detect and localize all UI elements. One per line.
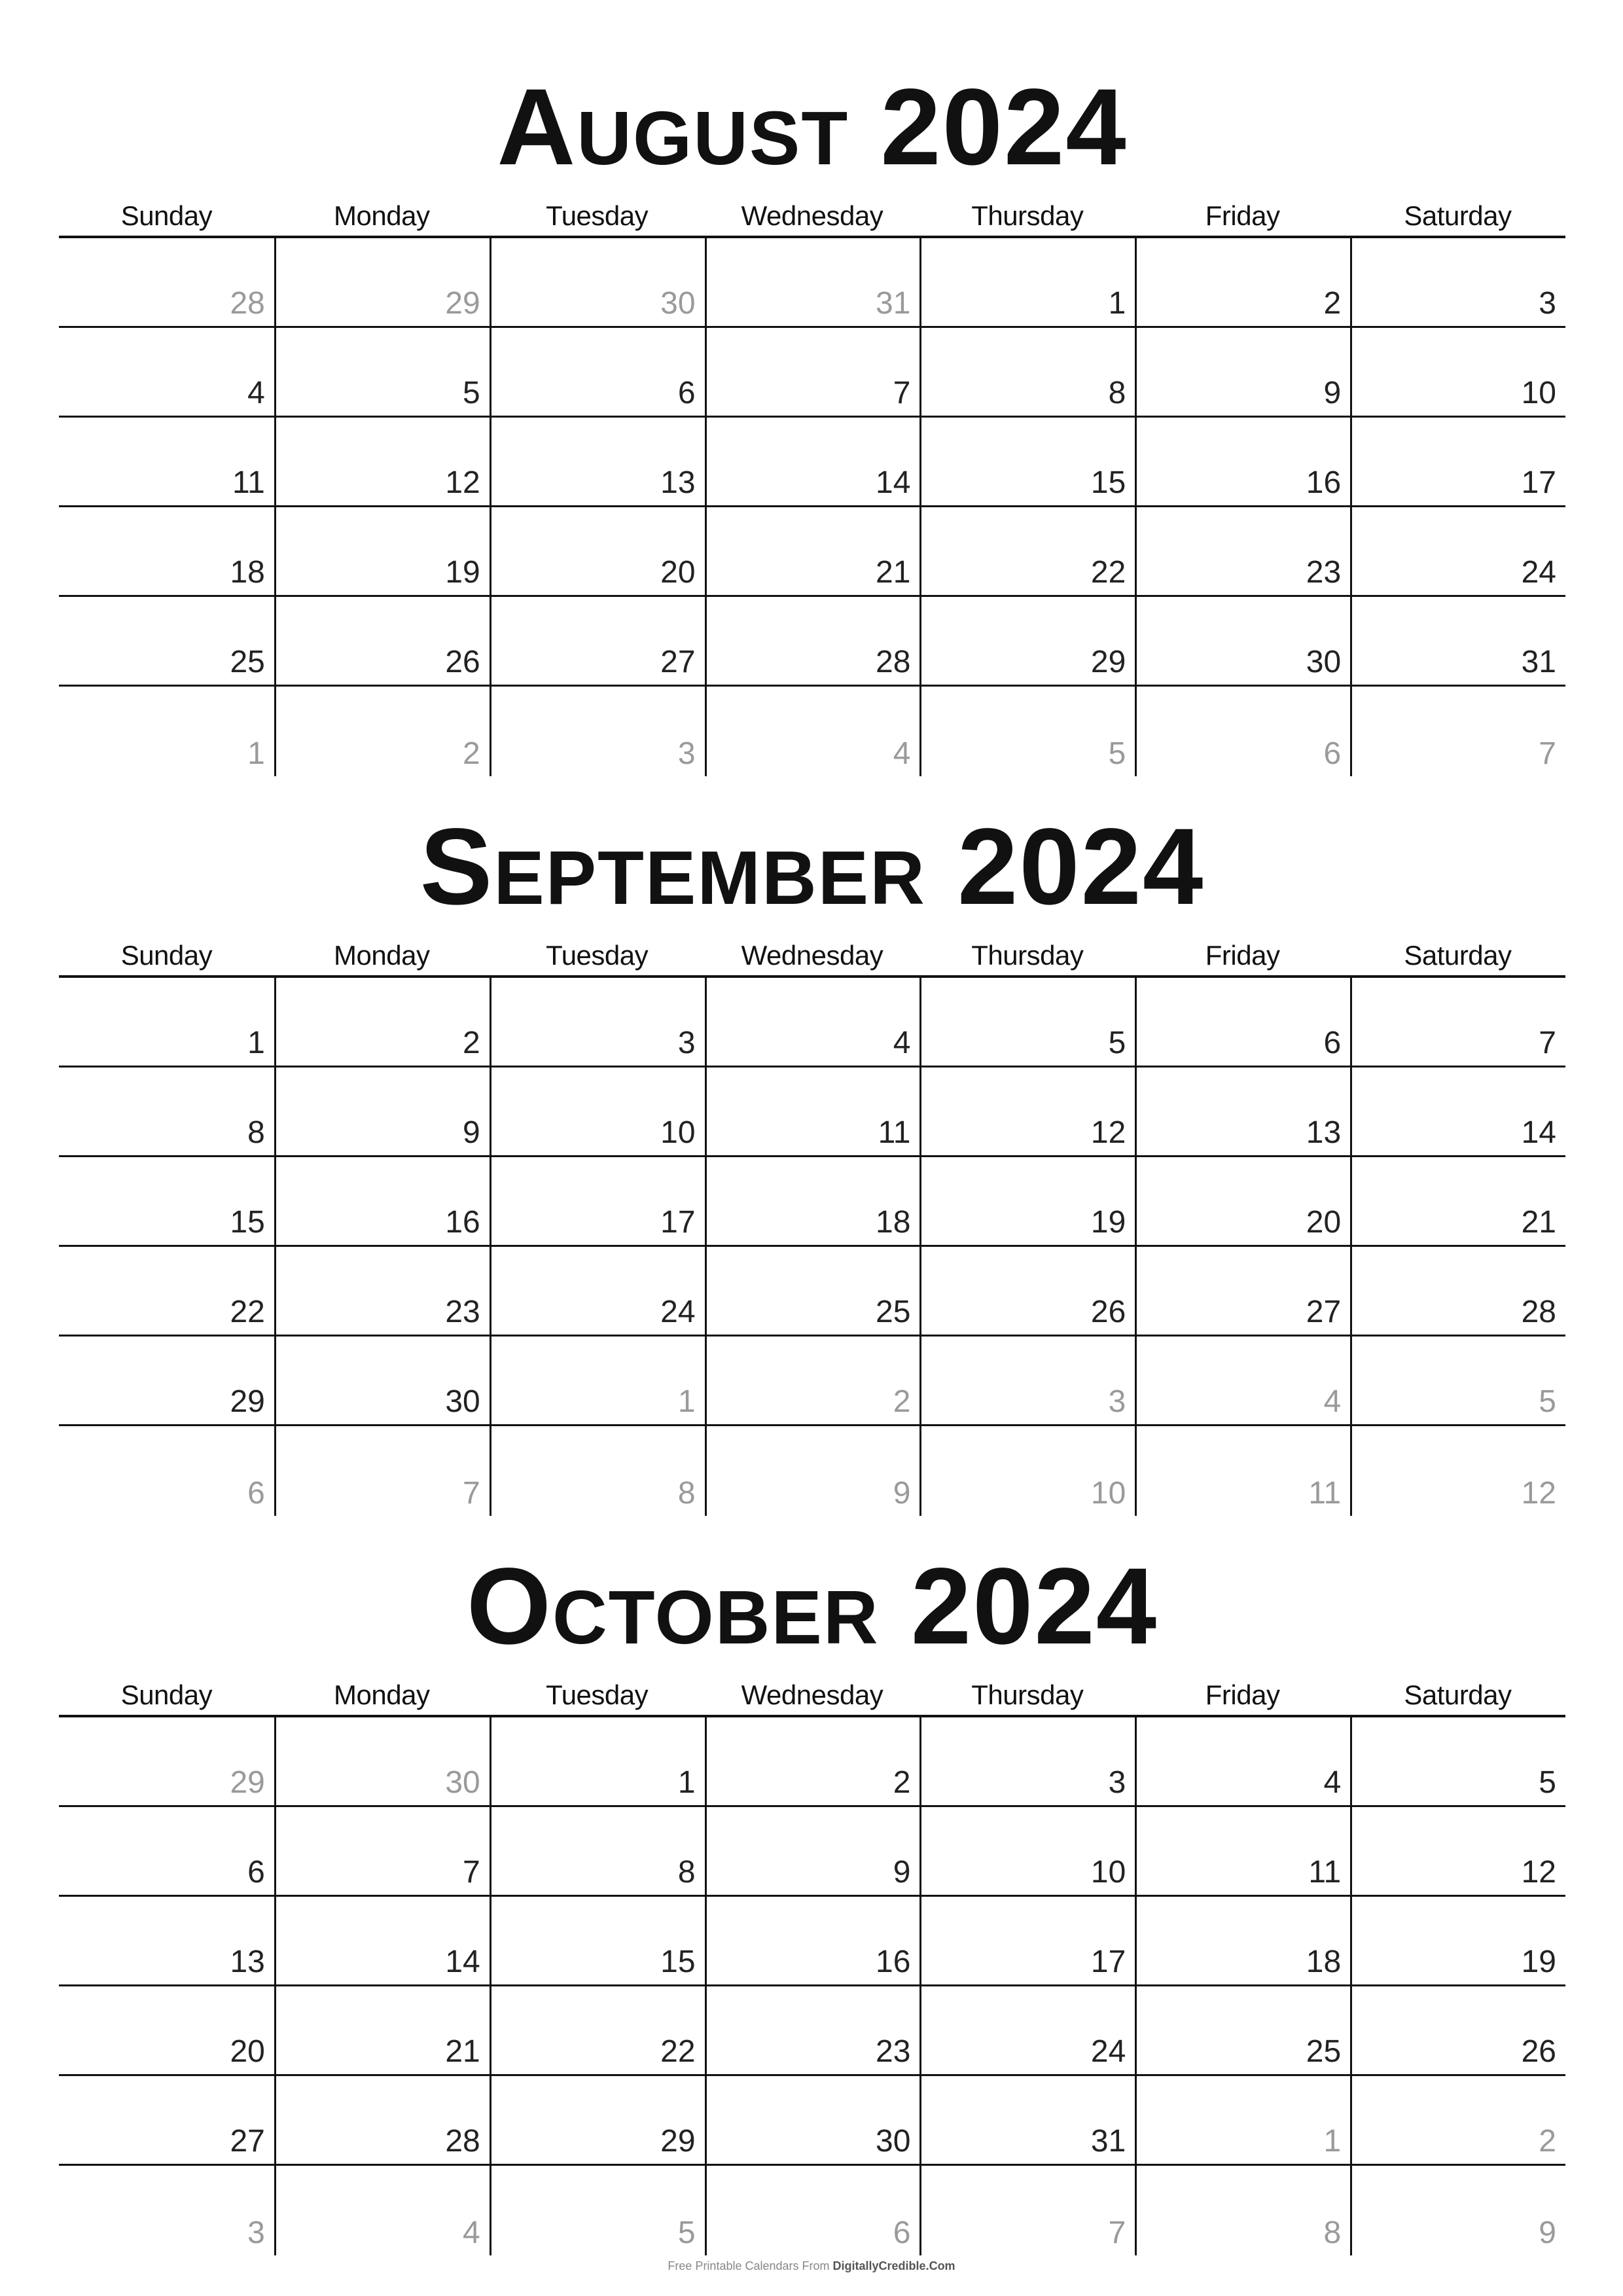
month-september	[59, 806, 1565, 1532]
day-cell	[705, 1717, 920, 1807]
day-number: 15	[230, 1205, 265, 1240]
month-august	[59, 67, 1565, 792]
adjacent-month-day-number: 7	[463, 1476, 480, 1511]
day-cell	[1350, 418, 1565, 507]
month-october	[59, 1546, 1565, 2271]
day-cell	[274, 1897, 490, 1986]
day-number: 25	[876, 1295, 911, 1329]
day-cell	[1135, 1247, 1350, 1336]
weekday-label-saturday: Saturday	[1404, 1679, 1512, 1710]
footer-credit	[0, 2259, 1623, 2273]
day-number: 15	[1090, 465, 1126, 500]
day-number: 16	[1306, 465, 1342, 500]
day-number: 24	[660, 1295, 696, 1329]
adjacent-month-day-number: 4	[1323, 1384, 1342, 1419]
day-cell	[705, 328, 920, 418]
day-cell	[274, 1717, 490, 1807]
day-number: 26	[445, 645, 480, 679]
day-number: 14	[1521, 1115, 1556, 1150]
day-cell	[59, 2166, 274, 2255]
day-number: 24	[1521, 555, 1556, 590]
day-number: 1	[677, 1765, 696, 1800]
day-cell	[1135, 1807, 1350, 1897]
adjacent-month-day-number: 1	[677, 1384, 696, 1419]
day-number: 27	[660, 645, 696, 679]
weekday-label-tuesday: Tuesday	[546, 200, 649, 231]
day-number: 19	[1521, 1945, 1556, 1979]
weekday-label-thursday: Thursday	[971, 940, 1084, 971]
day-number: 21	[445, 2034, 480, 2069]
day-cell	[1135, 2076, 1350, 2166]
day-cell	[919, 507, 1135, 597]
day-number: 4	[1323, 1765, 1342, 1800]
day-cell	[1350, 597, 1565, 687]
day-cell	[274, 2076, 490, 2166]
month-year: 2024	[880, 67, 1128, 188]
adjacent-month-day-number: 2	[1539, 2124, 1556, 2159]
day-number: 25	[230, 645, 265, 679]
day-cell	[705, 1067, 920, 1157]
day-number: 10	[1521, 376, 1556, 410]
day-cell	[1135, 328, 1350, 418]
day-number: 27	[230, 2124, 265, 2159]
day-cell	[59, 328, 274, 418]
day-number: 23	[445, 1295, 480, 1329]
day-number: 23	[876, 2034, 911, 2069]
day-number: 7	[463, 1855, 480, 1890]
adjacent-month-day-number: 5	[1108, 736, 1126, 771]
day-cell	[919, 1897, 1135, 1986]
day-cell	[919, 1807, 1135, 1897]
adjacent-month-day-number: 9	[1539, 2215, 1556, 2250]
day-number: 3	[1108, 1765, 1126, 1800]
day-number: 19	[1090, 1205, 1126, 1240]
day-cell	[705, 1247, 920, 1336]
day-cell	[1135, 597, 1350, 687]
day-cell	[1350, 2166, 1565, 2255]
day-cell	[490, 1247, 705, 1336]
day-grid	[59, 1715, 1565, 2255]
weekday-label-friday: Friday	[1205, 1679, 1280, 1710]
day-cell	[705, 2076, 920, 2166]
day-cell	[490, 687, 705, 776]
day-number: 21	[1521, 1205, 1556, 1240]
day-number: 28	[445, 2124, 480, 2159]
day-cell	[490, 978, 705, 1067]
adjacent-month-day-number: 4	[893, 736, 911, 771]
day-cell	[705, 1336, 920, 1426]
day-cell	[919, 1157, 1135, 1247]
day-grid	[59, 975, 1565, 1516]
adjacent-month-day-number: 8	[677, 1476, 696, 1511]
weekday-label-monday: Monday	[334, 200, 430, 231]
day-cell	[1350, 978, 1565, 1067]
day-cell	[274, 978, 490, 1067]
day-number: 1	[247, 1026, 265, 1060]
weekday-label-tuesday: Tuesday	[546, 940, 649, 971]
day-number: 18	[1306, 1945, 1342, 1979]
day-cell	[1350, 1247, 1565, 1336]
weekday-label-thursday: Thursday	[971, 200, 1084, 231]
weekday-label-sunday: Sunday	[120, 940, 213, 971]
month-name: September	[419, 806, 926, 927]
adjacent-month-day-number: 4	[463, 2215, 480, 2250]
day-number: 17	[1521, 465, 1556, 500]
day-number: 17	[660, 1205, 696, 1240]
day-cell	[274, 1247, 490, 1336]
day-number: 24	[1090, 2034, 1126, 2069]
day-number: 27	[1306, 1295, 1342, 1329]
weekday-label-monday: Monday	[334, 1679, 430, 1710]
day-number: 17	[1090, 1945, 1126, 1979]
adjacent-month-day-number: 2	[893, 1384, 911, 1419]
day-cell	[490, 2166, 705, 2255]
day-cell	[1135, 2166, 1350, 2255]
day-cell	[274, 238, 490, 328]
footer-prefix: Free Printable Calendars From	[668, 2259, 833, 2272]
day-number: 13	[660, 465, 696, 500]
day-number: 12	[1090, 1115, 1126, 1150]
day-cell	[1135, 238, 1350, 328]
day-cell	[59, 1067, 274, 1157]
adjacent-month-day-number: 2	[463, 736, 480, 771]
day-cell	[919, 978, 1135, 1067]
adjacent-month-day-number: 3	[247, 2215, 265, 2250]
day-cell	[705, 978, 920, 1067]
day-number: 23	[1306, 555, 1342, 590]
day-number: 22	[660, 2034, 696, 2069]
day-number: 30	[876, 2124, 911, 2159]
day-cell	[1350, 2076, 1565, 2166]
day-number: 11	[1308, 1855, 1342, 1890]
adjacent-month-day-number: 30	[660, 286, 696, 321]
day-number: 28	[876, 645, 911, 679]
day-cell	[490, 507, 705, 597]
day-cell	[490, 418, 705, 507]
day-cell	[59, 1247, 274, 1336]
adjacent-month-day-number: 1	[1323, 2124, 1342, 2159]
day-number: 18	[876, 1205, 911, 1240]
day-number: 1	[1108, 286, 1126, 321]
day-number: 12	[445, 465, 480, 500]
day-cell	[1350, 1986, 1565, 2076]
day-number: 14	[445, 1945, 480, 1979]
adjacent-month-day-number: 6	[247, 1476, 265, 1511]
day-cell	[274, 1067, 490, 1157]
day-number: 13	[1306, 1115, 1342, 1150]
day-number: 6	[677, 376, 696, 410]
day-cell	[1135, 1986, 1350, 2076]
day-cell	[705, 1897, 920, 1986]
adjacent-month-day-number: 7	[1539, 736, 1556, 771]
day-cell	[705, 597, 920, 687]
day-cell	[59, 1426, 274, 1516]
day-number: 2	[1323, 286, 1342, 321]
weekday-header-row	[59, 936, 1565, 975]
day-cell	[1135, 1157, 1350, 1247]
day-number: 9	[463, 1115, 480, 1150]
day-cell	[919, 1426, 1135, 1516]
day-number: 18	[230, 555, 265, 590]
day-number: 10	[1090, 1855, 1126, 1890]
day-number: 6	[247, 1855, 265, 1890]
day-cell	[274, 507, 490, 597]
day-cell	[1350, 1426, 1565, 1516]
weekday-label-friday: Friday	[1205, 200, 1280, 231]
month-title	[59, 1546, 1565, 1667]
day-cell	[705, 418, 920, 507]
day-number: 26	[1521, 2034, 1556, 2069]
day-number: 8	[247, 1115, 265, 1150]
day-cell	[1350, 1067, 1565, 1157]
adjacent-month-day-number: 8	[1323, 2215, 1342, 2250]
day-cell	[705, 1426, 920, 1516]
day-number: 5	[1108, 1026, 1126, 1060]
adjacent-month-day-number: 31	[876, 286, 911, 321]
day-cell	[919, 597, 1135, 687]
day-cell	[59, 1807, 274, 1897]
day-cell	[705, 507, 920, 597]
day-cell	[59, 238, 274, 328]
day-cell	[274, 328, 490, 418]
day-cell	[274, 1336, 490, 1426]
day-cell	[1135, 978, 1350, 1067]
adjacent-month-day-number: 9	[893, 1476, 911, 1511]
day-number: 20	[660, 555, 696, 590]
day-cell	[1350, 1897, 1565, 1986]
day-cell	[705, 687, 920, 776]
day-cell	[919, 328, 1135, 418]
day-cell	[490, 1157, 705, 1247]
day-cell	[59, 1157, 274, 1247]
adjacent-month-day-number: 30	[445, 1765, 480, 1800]
day-cell	[1135, 1426, 1350, 1516]
adjacent-month-day-number: 5	[677, 2215, 696, 2250]
day-cell	[490, 1336, 705, 1426]
day-cell	[59, 1897, 274, 1986]
month-year: 2024	[910, 1546, 1158, 1667]
day-cell	[274, 1807, 490, 1897]
day-number: 4	[247, 376, 265, 410]
weekday-label-tuesday: Tuesday	[546, 1679, 649, 1710]
day-cell	[1350, 1717, 1565, 1807]
weekday-header-row	[59, 1676, 1565, 1715]
adjacent-month-day-number: 5	[1539, 1384, 1556, 1419]
day-cell	[59, 978, 274, 1067]
day-number: 26	[1090, 1295, 1126, 1329]
day-number: 5	[463, 376, 480, 410]
adjacent-month-day-number: 1	[247, 736, 265, 771]
day-number: 30	[445, 1384, 480, 1419]
day-cell	[59, 418, 274, 507]
day-number: 9	[893, 1855, 911, 1890]
day-number: 29	[1090, 645, 1126, 679]
day-cell	[1135, 1717, 1350, 1807]
day-cell	[919, 1717, 1135, 1807]
day-cell	[59, 1336, 274, 1426]
weekday-label-saturday: Saturday	[1404, 200, 1512, 231]
day-number: 3	[677, 1026, 696, 1060]
month-name: October	[466, 1546, 880, 1667]
day-cell	[705, 1986, 920, 2076]
day-cell	[705, 1157, 920, 1247]
day-number: 6	[1323, 1026, 1342, 1060]
day-cell	[1135, 687, 1350, 776]
day-cell	[919, 1986, 1135, 2076]
day-cell	[705, 1807, 920, 1897]
day-cell	[490, 1426, 705, 1516]
day-cell	[59, 1986, 274, 2076]
day-number: 8	[1108, 376, 1126, 410]
day-cell	[1135, 1336, 1350, 1426]
day-cell	[59, 687, 274, 776]
weekday-header-row	[59, 196, 1565, 236]
day-number: 25	[1306, 2034, 1342, 2069]
day-cell	[1135, 1897, 1350, 1986]
day-cell	[1350, 687, 1565, 776]
day-grid	[59, 236, 1565, 776]
day-cell	[490, 1067, 705, 1157]
day-number: 8	[677, 1855, 696, 1890]
day-cell	[919, 238, 1135, 328]
day-number: 20	[1306, 1205, 1342, 1240]
adjacent-month-day-number: 29	[230, 1765, 265, 1800]
day-cell	[274, 687, 490, 776]
day-cell	[274, 597, 490, 687]
month-title	[59, 806, 1565, 927]
day-number: 31	[1090, 2124, 1126, 2159]
weekday-label-wednesday: Wednesday	[741, 200, 883, 231]
adjacent-month-day-number: 3	[677, 736, 696, 771]
day-cell	[919, 2076, 1135, 2166]
day-number: 7	[893, 376, 911, 410]
adjacent-month-day-number: 6	[893, 2215, 911, 2250]
day-cell	[274, 1157, 490, 1247]
month-name: August	[497, 67, 849, 188]
day-number: 20	[230, 2034, 265, 2069]
day-cell	[490, 238, 705, 328]
day-cell	[274, 1986, 490, 2076]
day-number: 28	[1521, 1295, 1556, 1329]
day-cell	[1350, 507, 1565, 597]
day-number: 4	[893, 1026, 911, 1060]
day-cell	[490, 1717, 705, 1807]
day-cell	[59, 2076, 274, 2166]
month-year: 2024	[957, 806, 1205, 927]
day-cell	[1350, 1807, 1565, 1897]
day-cell	[919, 1067, 1135, 1157]
weekday-label-sunday: Sunday	[120, 200, 213, 231]
day-number: 11	[878, 1115, 911, 1150]
day-cell	[919, 1247, 1135, 1336]
day-cell	[705, 2166, 920, 2255]
day-cell	[1135, 418, 1350, 507]
day-cell	[490, 1897, 705, 1986]
day-number: 11	[232, 465, 265, 500]
adjacent-month-day-number: 10	[1090, 1476, 1126, 1511]
weekday-label-saturday: Saturday	[1404, 940, 1512, 971]
day-number: 19	[445, 555, 480, 590]
day-cell	[919, 418, 1135, 507]
day-number: 16	[445, 1205, 480, 1240]
weekday-label-friday: Friday	[1205, 940, 1280, 971]
day-cell	[705, 238, 920, 328]
day-cell	[490, 2076, 705, 2166]
day-cell	[1350, 1336, 1565, 1426]
day-number: 16	[876, 1945, 911, 1979]
day-cell	[59, 597, 274, 687]
day-cell	[919, 1336, 1135, 1426]
adjacent-month-day-number: 3	[1108, 1384, 1126, 1419]
adjacent-month-day-number: 11	[1308, 1476, 1342, 1511]
day-number: 5	[1539, 1765, 1556, 1800]
day-cell	[59, 1717, 274, 1807]
day-number: 22	[1090, 555, 1126, 590]
day-cell	[1135, 507, 1350, 597]
day-number: 12	[1521, 1855, 1556, 1890]
weekday-label-wednesday: Wednesday	[741, 940, 883, 971]
day-number: 29	[660, 2124, 696, 2159]
weekday-label-thursday: Thursday	[971, 1679, 1084, 1710]
day-number: 2	[463, 1026, 480, 1060]
footer-site-link[interactable]: DigitallyCredible.Com	[832, 2259, 955, 2272]
day-number: 15	[660, 1945, 696, 1979]
day-number: 2	[893, 1765, 911, 1800]
day-cell	[1350, 328, 1565, 418]
adjacent-month-day-number: 28	[230, 286, 265, 321]
day-cell	[490, 1986, 705, 2076]
adjacent-month-day-number: 6	[1323, 736, 1342, 771]
day-cell	[490, 1807, 705, 1897]
day-number: 29	[230, 1384, 265, 1419]
day-cell	[919, 2166, 1135, 2255]
day-number: 3	[1539, 286, 1556, 321]
day-number: 13	[230, 1945, 265, 1979]
day-number: 31	[1521, 645, 1556, 679]
day-cell	[274, 1426, 490, 1516]
day-number: 14	[876, 465, 911, 500]
day-cell	[274, 2166, 490, 2255]
day-cell	[490, 597, 705, 687]
adjacent-month-day-number: 12	[1521, 1476, 1556, 1511]
day-cell	[274, 418, 490, 507]
weekday-label-sunday: Sunday	[120, 1679, 213, 1710]
day-number: 21	[876, 555, 911, 590]
adjacent-month-day-number: 7	[1108, 2215, 1126, 2250]
day-number: 9	[1323, 376, 1342, 410]
weekday-label-monday: Monday	[334, 940, 430, 971]
month-title	[59, 67, 1565, 188]
day-cell	[1350, 1157, 1565, 1247]
day-number: 7	[1539, 1026, 1556, 1060]
day-cell	[59, 507, 274, 597]
day-number: 22	[230, 1295, 265, 1329]
day-number: 10	[660, 1115, 696, 1150]
day-cell	[1135, 1067, 1350, 1157]
adjacent-month-day-number: 29	[445, 286, 480, 321]
day-number: 30	[1306, 645, 1342, 679]
day-cell	[490, 328, 705, 418]
day-cell	[1350, 238, 1565, 328]
day-cell	[919, 687, 1135, 776]
weekday-label-wednesday: Wednesday	[741, 1679, 883, 1710]
